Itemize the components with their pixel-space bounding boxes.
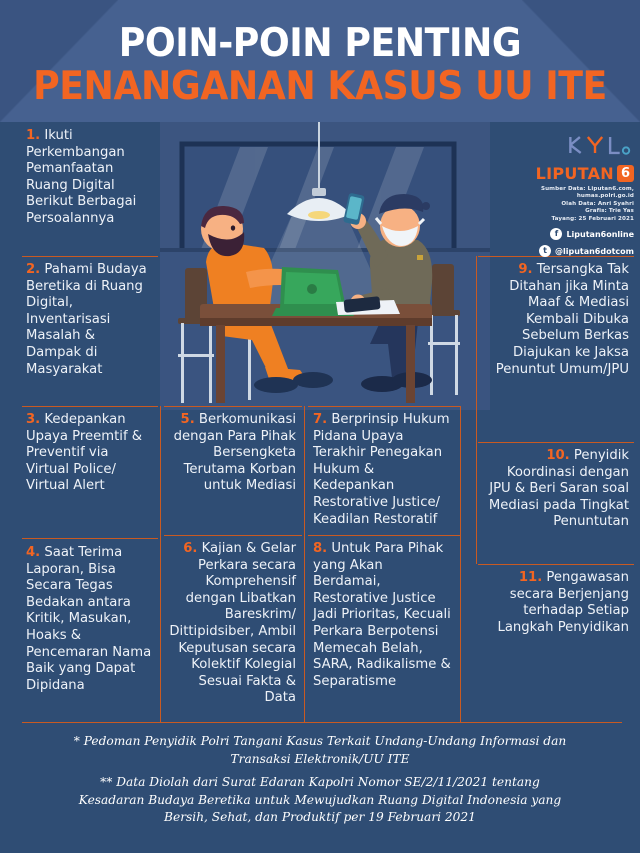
credit-source-line-1: Sumber Data: Liputan6.com, (540, 186, 634, 192)
divider-top-p7 (308, 406, 460, 407)
point-number-7: 7. (313, 412, 328, 427)
point-text-3: Kedepankan Upaya Preemtif & Preventif via Virtual Police/ Virtual Alert (26, 412, 143, 494)
point-number-5: 5. (180, 412, 195, 427)
title-line-2: PENANGANAN KASUS UU ITE (33, 64, 607, 109)
twitter-icon: t (539, 245, 551, 257)
liputan-six-badge: 6 (617, 165, 634, 182)
twitter-handle: @liputan6dotcom (554, 246, 634, 256)
footnote-1-line-1: * Pedoman Penyidik Polri Tangani Kasus Terkait Undang-Undang Informasi dan (73, 734, 567, 748)
point-item-1 (26, 128, 154, 228)
point-text-1: Ikuti Perkembangan Pemanfaatan Ruang Digital Berikut Berbagai Persoalannya (26, 128, 137, 226)
page-title (0, 0, 640, 108)
divider-p10-p11 (478, 564, 634, 565)
credit-graphic-designer: Grafis: Trie Yas (585, 208, 634, 215)
twitter-row[interactable] (494, 245, 634, 257)
divider-p5-p6 (164, 535, 302, 536)
point-item-10 (483, 448, 629, 531)
interrogation-room-illustration (160, 122, 490, 410)
brand-credits (494, 132, 634, 257)
point-item-2 (26, 262, 154, 378)
divider-p7-p8 (308, 535, 460, 536)
credit-data-editor: Olah Data: Anri Syahri (561, 200, 634, 207)
footnote-1-line-2: Transaksi Elektronik/UU ITE (230, 751, 410, 766)
point-item-6 (168, 541, 296, 707)
point-text-4: Saat Terima Laporan, Bisa Secara Tegas Bedakan antara Kritik, Masukan, Hoaks & Pencemaran Nama Baik yang Dapat Dipidana (26, 545, 152, 693)
footnote-2-line-2: Kesadaran Budaya Beretika untuk Mewujudkan Ruang Digital Indonesia yang (78, 792, 562, 807)
point-text-9: Tersangka Tak Ditahan jika Minta Maaf & Mediasi Kembali Dibuka Sebelum Berkas Diajukan ke Jaksa Penuntut Umum/JPU (495, 262, 629, 377)
title-line-1: POIN-POIN PENTING (118, 21, 522, 66)
divider-p2-p3 (22, 406, 158, 407)
point-number-1: 1. (26, 128, 41, 143)
divider-col3-col4 (460, 406, 461, 722)
point-text-5: Berkomunikasi dengan Para Pihak Bersengketa Terutama Korban untuk Mediasi (173, 412, 296, 494)
footnote-2-line-1: ** Data Diolah dari Surat Edaran Kapolri Nomor SE/2/11/2021 tentang (100, 775, 540, 789)
point-number-11: 11. (518, 570, 543, 585)
divider-p3-p4 (22, 538, 158, 539)
point-number-2: 2. (26, 262, 41, 277)
facebook-icon: f (550, 228, 562, 240)
divider-p1-p2 (22, 256, 158, 257)
divider-col2-col3 (304, 406, 305, 722)
facebook-row[interactable] (494, 228, 634, 240)
footnote-2-line-3: Bersih, Sehat, dan Produktif per 19 Februari 2021 (164, 810, 476, 824)
credit-publish-date: Tayang: 25 Februari 2021 (551, 215, 634, 222)
point-number-9: 9. (518, 262, 533, 277)
divider-p9-p10 (478, 442, 634, 443)
liputan6-logo (494, 164, 634, 183)
point-number-4: 4. (26, 545, 41, 560)
point-item-7 (313, 412, 453, 528)
divider-top-p5 (164, 406, 302, 407)
divider-col4-left (476, 256, 477, 564)
point-number-3: 3. (26, 412, 41, 427)
point-text-8: Untuk Para Pihak yang Akan Berdamai, Restorative Justice Jadi Prioritas, Kecuali Perkara Berpotensi Memecah Belah, SARA, Radikalisme & Separatisme (313, 541, 451, 689)
liputan-wordmark: LIPUTAN (535, 164, 614, 183)
point-number-10: 10. (546, 448, 570, 463)
divider-col1-col2 (160, 406, 161, 722)
point-item-5 (168, 412, 296, 495)
divider-footer (22, 722, 622, 723)
credits-block (494, 186, 634, 223)
facebook-handle: Liputan6online (566, 229, 634, 239)
point-number-8: 8. (313, 541, 328, 556)
point-number-6: 6. (183, 541, 198, 556)
footer-notes (0, 733, 640, 827)
point-item-9 (483, 262, 629, 378)
point-item-8 (313, 541, 453, 690)
kly-logo-icon (564, 132, 634, 158)
point-item-3 (26, 412, 154, 495)
point-text-10: Penyidik Koordinasi dengan JPU & Beri Saran soal Mediasi pada Tingkat Penuntutan (488, 448, 629, 530)
point-text-6: Kajian & Gelar Perkara secara Komprehensif dengan Libatkan Bareskrim/ Dittipidsiber, Ambil Keputusan secara Kolektif Kolegial Sesuai Fakta & Data (169, 541, 296, 706)
point-item-11 (483, 570, 629, 636)
point-text-2: Pahami Budaya Beretika di Ruang Digital, Inventarisasi Masalah & Dampak di Masyarakat (26, 262, 147, 377)
point-item-4 (26, 545, 154, 694)
point-text-7: Berprinsip Hukum Pidana Upaya Terakhir Penegakan Hukum & Kedepankan Restorative Justice/ Keadilan Restoratif (313, 412, 450, 527)
point-text-11: Pengawasan secara Berjenjang terhadap Setiap Langkah Penyidikan (497, 570, 629, 635)
credit-source-line-2: humas.polri.go.id (576, 193, 634, 200)
